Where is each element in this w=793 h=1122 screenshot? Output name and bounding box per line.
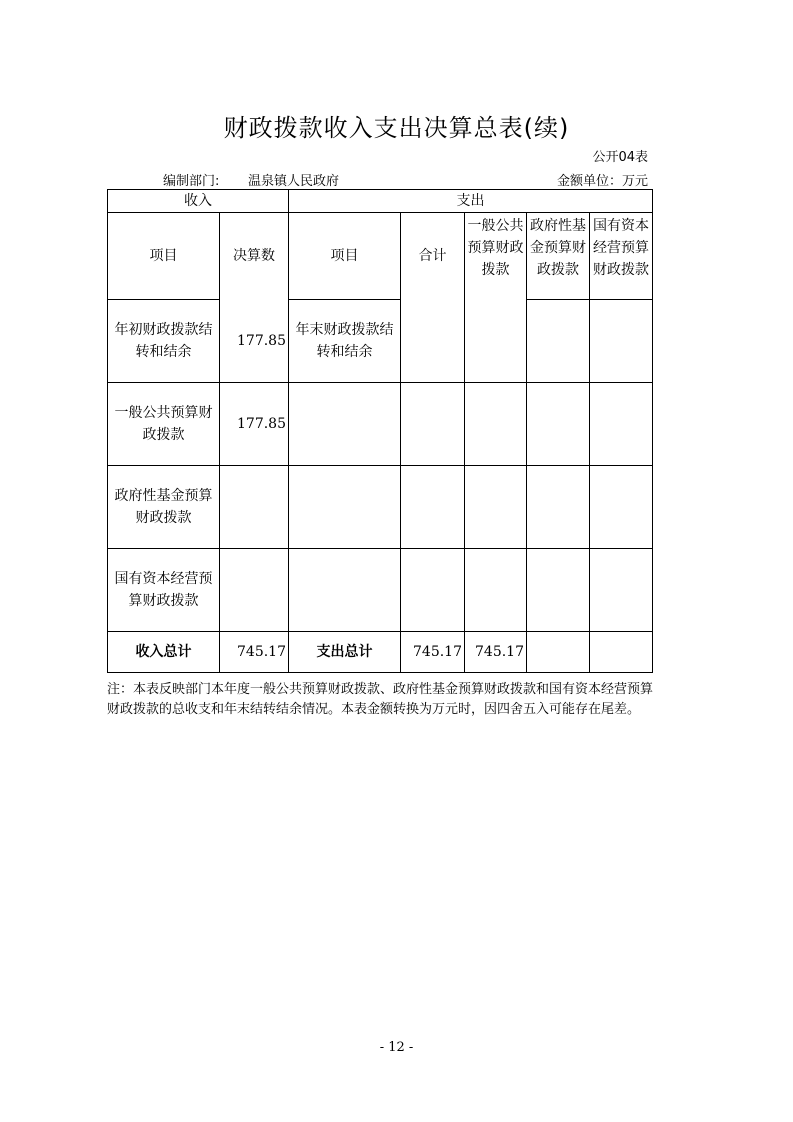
income-item-cell: 国有资本经营预算财政拨款 <box>108 549 220 632</box>
total-cell <box>401 549 465 632</box>
expense-total-amount: 745.17 <box>401 632 465 673</box>
total-cell <box>401 466 465 549</box>
general-cell <box>465 549 527 632</box>
col-header-expense-item: 项目 <box>289 213 401 300</box>
expense-item-cell <box>289 466 401 549</box>
footnote: 注：本表反映部门本年度一般公共预算财政拨款、政府性基金预算财政拨款和国有资本经营预算财政拨款的总收支和年末结转结余情况。本表金额转换为万元时，因四舍五入可能存在尾差。 <box>107 682 654 717</box>
column-header-row <box>108 213 653 300</box>
income-item-cell: 年初财政拨款结转和结余 <box>108 300 220 383</box>
table-row <box>108 466 653 549</box>
state-cell <box>590 466 653 549</box>
col-header-amount <box>220 213 289 300</box>
total-cell <box>401 383 465 466</box>
total-cell <box>401 300 465 383</box>
amount-unit: 金额单位：万元 <box>556 174 648 189</box>
group-expense-header: 支出 <box>289 190 653 213</box>
expense-total-label: 支出总计 <box>289 632 401 673</box>
col-header-amount-text: 决算数 <box>233 248 275 265</box>
general-cell <box>465 383 527 466</box>
general-cell <box>465 300 527 383</box>
table-row <box>108 300 653 383</box>
amount-cell <box>220 466 289 549</box>
department-value: 温泉镇人民政府 <box>248 174 340 189</box>
amount-cell: 177.85 <box>220 383 289 466</box>
col-header-state: 国有资本经营预算财政拨款 <box>590 213 653 300</box>
income-total-amount: 745.17 <box>220 632 289 673</box>
income-total-label: 收入总计 <box>108 632 220 673</box>
group-income-header: 收入 <box>108 190 289 213</box>
expense-state-amount <box>590 632 653 673</box>
col-header-total <box>401 213 465 300</box>
income-item-cell: 一般公共预算财政拨款 <box>108 383 220 466</box>
col-header-general <box>465 213 527 300</box>
fund-cell <box>527 300 590 383</box>
group-header-row <box>108 190 653 213</box>
state-cell <box>590 383 653 466</box>
fiscal-summary-table <box>107 189 653 673</box>
col-header-income-item: 项目 <box>108 213 220 300</box>
col-header-general-text: 一般公共预算财政拨款 <box>467 218 524 278</box>
fund-cell <box>527 383 590 466</box>
form-number: 公开04表 <box>592 150 648 165</box>
table-row <box>108 383 653 466</box>
page-title: 财政拨款收入支出决算总表(续) <box>223 114 570 142</box>
general-cell <box>465 466 527 549</box>
income-item-cell: 政府性基金预算财政拨款 <box>108 466 220 549</box>
table-row <box>108 549 653 632</box>
expense-item-cell <box>289 549 401 632</box>
amount-cell: 177.85 <box>220 300 289 383</box>
state-cell <box>590 549 653 632</box>
col-header-total-text: 合计 <box>418 248 447 265</box>
totals-row <box>108 632 653 673</box>
expense-fund-amount <box>527 632 590 673</box>
expense-general-amount: 745.17 <box>465 632 527 673</box>
amount-cell <box>220 549 289 632</box>
department-label: 编制部门: <box>163 174 220 189</box>
fund-cell <box>527 466 590 549</box>
page-number: - 12 - <box>379 1040 414 1055</box>
fund-cell <box>527 549 590 632</box>
expense-item-cell: 年末财政拨款结转和结余 <box>289 300 401 383</box>
expense-item-cell <box>289 383 401 466</box>
col-header-fund: 政府性基金预算财政拨款 <box>527 213 590 300</box>
state-cell <box>590 300 653 383</box>
